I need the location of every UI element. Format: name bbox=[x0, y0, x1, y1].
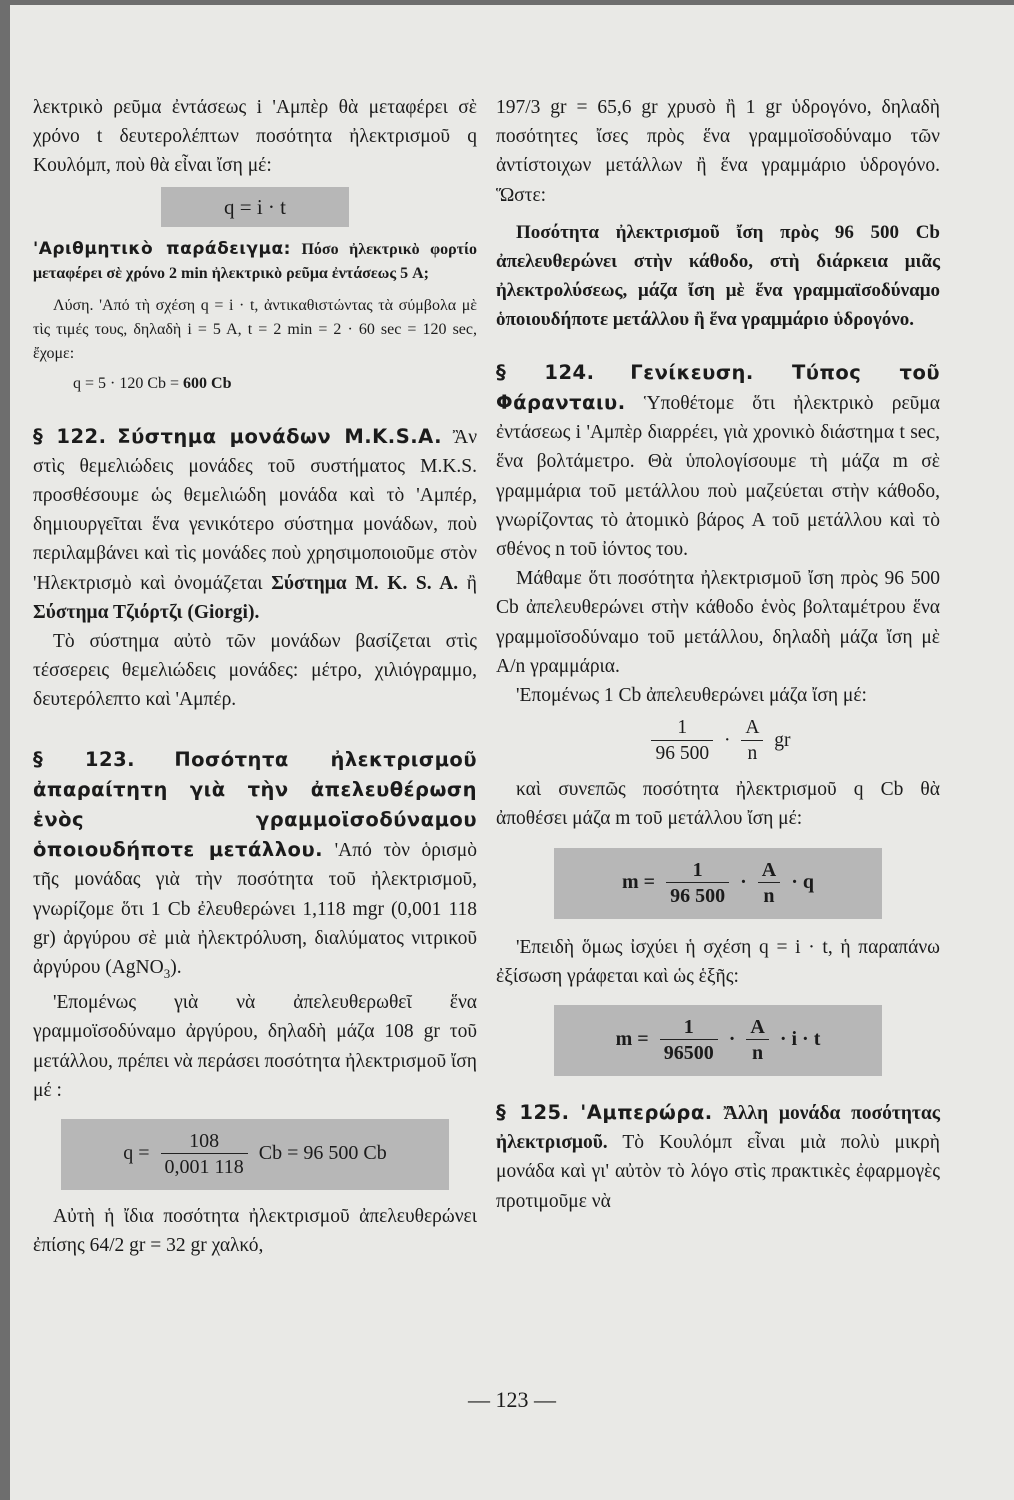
solution-formula bbox=[73, 372, 477, 396]
denominator: 96 500 bbox=[670, 884, 726, 907]
paragraph: Μάθαμε ὅτι ποσότητα ἠλεκτρισμοῦ ἴση πρὸς 96 500 Cb ἀπελευθερώνει στὴν κάθοδο ἑνὸς βολταμέτρου ἕνα γραμμοϊσοδύναμο τοῦ μετάλλου, δηλαδὴ μάζα ἴση μὲ A/n γραμμάρια. bbox=[496, 568, 940, 677]
formula-tail: · q bbox=[791, 870, 814, 893]
numerator: A bbox=[758, 858, 780, 883]
denominator: n bbox=[747, 743, 758, 765]
book-page bbox=[10, 5, 1014, 1500]
section-123 bbox=[33, 745, 477, 989]
formula-96500 bbox=[61, 1119, 449, 1190]
solution-paragraph bbox=[33, 294, 477, 366]
fraction bbox=[660, 1015, 718, 1066]
paragraph: Τὸ σύστημα αὐτὸ τῶν μονάδων βασίζεται στὶς τέσσερεις θεμελιώδεις μονάδες: μέτρο, χιλιόγραμμο, δευτερόλεπτο καὶ 'Αμπέρ. bbox=[33, 631, 477, 711]
fraction bbox=[161, 1129, 248, 1180]
formula-mass-per-coulomb bbox=[496, 716, 940, 767]
fraction bbox=[758, 858, 780, 909]
section-title: Γενίκευση. Τύπος τοῦ Φάρανταιυ. bbox=[496, 360, 941, 415]
section-number: § 124. bbox=[496, 360, 595, 384]
bold-subtitle: Ἄλλη μονάδα ποσότητας ἠλεκτρισμοῦ. bbox=[496, 1103, 941, 1154]
unit: gr bbox=[774, 730, 791, 752]
denominator: 96 500 bbox=[655, 743, 710, 765]
formula-mass-q bbox=[554, 848, 882, 919]
paragraph: 'Επομένως 1 Cb ἀπελευθερώνει μάζα ἴση μέ: bbox=[516, 685, 867, 707]
numerator: 1 bbox=[666, 858, 729, 883]
multiply-dot: · bbox=[723, 730, 731, 752]
numerator: 108 bbox=[161, 1129, 248, 1154]
denominator: n bbox=[752, 1042, 764, 1065]
formula-q-it: q = i · t bbox=[161, 187, 349, 227]
section-125 bbox=[496, 1098, 940, 1216]
solution-text: 'Από τὴ σχέση q = i · t, ἀντικαθιστώντας τὰ σύμβολα μὲ τὶς τιμές τους, δηλαδὴ i = 5 A, t = 2 min = 2 · 60 sec = 120 sec, ἔχομε: bbox=[33, 296, 478, 362]
fraction bbox=[741, 716, 763, 767]
denominator: 0,001 118 bbox=[164, 1155, 244, 1178]
bold-term: Σύστημα M. K. S. A. bbox=[271, 572, 459, 594]
paragraph: 'Επειδὴ ὅμως ἰσχύει ἡ σχέση q = i · t, ἡ παραπάνω ἐξίσωση γράφεται καὶ ὡς ἑξῆς: bbox=[496, 936, 940, 987]
numerator: 1 bbox=[651, 716, 713, 741]
section-text: Ὑποθέτομε ὅτι ἠλεκτρικὸ ρεῦμα ἐντάσεως i 'Αμπὲρ διαρρέει, γιὰ χρονικὸ διάστημα t sec, ἕνα βολτάμετρο. Θὰ ὑπολογίσουμε τὴ μάζα m σὲ γραμμάρια τοῦ μετάλλου ποὺ μαζεύεται στὴν κάθοδο, γνωρίζοντας τὸ ἀτομικὸ βάρος A τοῦ μετάλλου καὶ τὸ σθένος n τοῦ ἰόντος του. bbox=[496, 393, 940, 561]
denominator: n bbox=[763, 884, 775, 907]
paragraph: Αὐτὴ ἡ ἴδια ποσότητα ἠλεκτρισμοῦ ἀπελευθερώνει ἐπίσης 64/2 gr = 32 gr χαλκό, bbox=[33, 1205, 477, 1257]
right-column bbox=[496, 93, 940, 1216]
fraction bbox=[651, 716, 713, 767]
example-paragraph bbox=[33, 237, 477, 286]
section-text: Ἂν στὶς θεμελιώδεις μονάδες τοῦ συστήματος M.K.S. προσθέσουμε ὡς θεμελιώδη μονάδα καὶ τὸ 'Αμπέρ, δημιουργεῖται ἕνα γενικότερο σύστημα μονάδων, ποὺ περιλαμβάνει καὶ τὶς μονάδες ποὺ χρησιμοποιοῦμε στὸν 'Ηλεκτρισμὸ καὶ ὀνομάζεται bbox=[33, 426, 478, 594]
formula-lhs: m = bbox=[622, 870, 656, 893]
section-124 bbox=[496, 358, 940, 564]
numerator: A bbox=[746, 1015, 768, 1040]
formula-tail: · i · t bbox=[779, 1028, 821, 1051]
bold-term: Σύστημα Τζιόρτζι (Giorgi). bbox=[33, 601, 260, 623]
section-text: ). bbox=[170, 957, 182, 979]
fraction bbox=[746, 1015, 768, 1066]
section-text: Τὸ Κουλόμπ εἶναι μιὰ πολὺ μικρὴ μονάδα καὶ γι' αὐτὸν τὸ λόγο στὶς πρακτικὲς ἐφαρμογὲς προτιμοῦμε νὰ bbox=[496, 1132, 940, 1212]
example-label: 'Αριθμητικὸ παράδειγμα: bbox=[33, 238, 291, 259]
formula-lhs: m = bbox=[615, 1028, 649, 1051]
formula-lhs: q = bbox=[123, 1142, 150, 1165]
paragraph: 'Επομένως γιὰ νὰ ἀπελευθερωθεῖ ἕνα γραμμοϊσοδύναμο ἀργύρου, δηλαδὴ μάζα 108 gr τοῦ μετάλλου, πρέπει νὰ περάσει ποσότητα ἠλεκτρισμοῦ ἴση μέ : bbox=[33, 992, 477, 1101]
denominator: 96500 bbox=[663, 1042, 714, 1065]
solution-formula-expression: q = 5 · 120 Cb = bbox=[73, 374, 184, 392]
section-title: 'Αμπερώρα. bbox=[580, 1101, 713, 1125]
section-title: Ποσότητα ἠλεκτρισμοῦ ἀπαραίτητη γιὰ τὴν ἀπελευθέρωση ἑνὸς γραμμοϊσοδύναμου ὁποιουδήποτε μετάλλου. bbox=[33, 747, 477, 862]
section-title: Σύστημα μονάδων M.K.S.A. bbox=[117, 424, 443, 448]
paragraph: καὶ συνεπῶς ποσότητα ἠλεκτρισμοῦ q Cb θὰ ἀποθέσει μάζα m τοῦ μετάλλου ἴση μέ: bbox=[496, 779, 940, 830]
section-number: § 123. bbox=[33, 747, 136, 771]
numerator: A bbox=[741, 716, 763, 741]
fraction bbox=[666, 858, 729, 909]
solution-result: 600 Cb bbox=[183, 374, 232, 392]
section-number: § 125. bbox=[496, 1101, 570, 1125]
formula-mass-it bbox=[554, 1005, 882, 1076]
numerator: 1 bbox=[660, 1015, 718, 1040]
bold-statement: Ποσότητα ἠλεκτρισμοῦ ἴση πρὸς 96 500 Cb ἀπελευθερώνει στὴν κάθοδο, στὴ διάρκεια μιᾶς ἠλεκτρολύσεως, μάζα ἴση μὲ ἕνα γραμμαϊσοδύναμο ὁποιουδήποτε μετάλλου ἢ ἕνα γραμμάριο ὑδρογόνο. bbox=[496, 221, 940, 330]
section-number: § 122. bbox=[33, 424, 107, 448]
section-122 bbox=[33, 422, 477, 627]
formula-rhs: Cb = 96 500 Cb bbox=[258, 1142, 387, 1165]
subscript: 3 bbox=[163, 965, 171, 981]
page-number: — 123 — bbox=[468, 1387, 556, 1412]
conjunction: ἢ bbox=[466, 572, 477, 594]
paragraph: λεκτρικὸ ρεῦμα ἐντάσεως i 'Αμπὲρ θὰ μεταφέρει σὲ χρόνο t δευτερολέπτων ποσότητα ἠλεκτρισμοῦ q Κουλόμπ, ποὺ θὰ εἶναι ἴση μέ: bbox=[33, 97, 477, 177]
solution-label: Λύση. bbox=[53, 296, 94, 314]
multiply-dot: · bbox=[728, 1028, 736, 1051]
section-text: 'Από τὸν ὁρισμὸ τῆς μονάδας γιὰ τὴν ποσότητα τοῦ ἠλεκτρισμοῦ, γνωρίζομε ὅτι 1 Cb ἐλευθερώνει 1,118 mgr (0,001 118 gr) ἀργύρου σὲ μιὰ ἠλεκτρόλυση, διαλύματος νιτρικοῦ ἀργύρου (AgNO bbox=[33, 840, 477, 979]
left-column bbox=[33, 93, 477, 1260]
multiply-dot: · bbox=[740, 870, 747, 893]
example-text: Πόσο ἠλεκτρικὸ φορτίο μεταφέρει σὲ χρόνο 2 min ἠλεκτρικὸ ρεῦμα ἐντάσεως 5 A; bbox=[33, 240, 477, 282]
paragraph: 197/3 gr = 65,6 gr χρυσὸ ἢ 1 gr ὑδρογόνο, δηλαδὴ ποσότητες ἴσες πρὸς ἕνα γραμμοϊσοδύναμο τῶν ἀντίστοιχων μετάλλων ἢ ἕνα γραμμάριο ὑδρογόνο. Ὥστε: bbox=[496, 97, 940, 206]
